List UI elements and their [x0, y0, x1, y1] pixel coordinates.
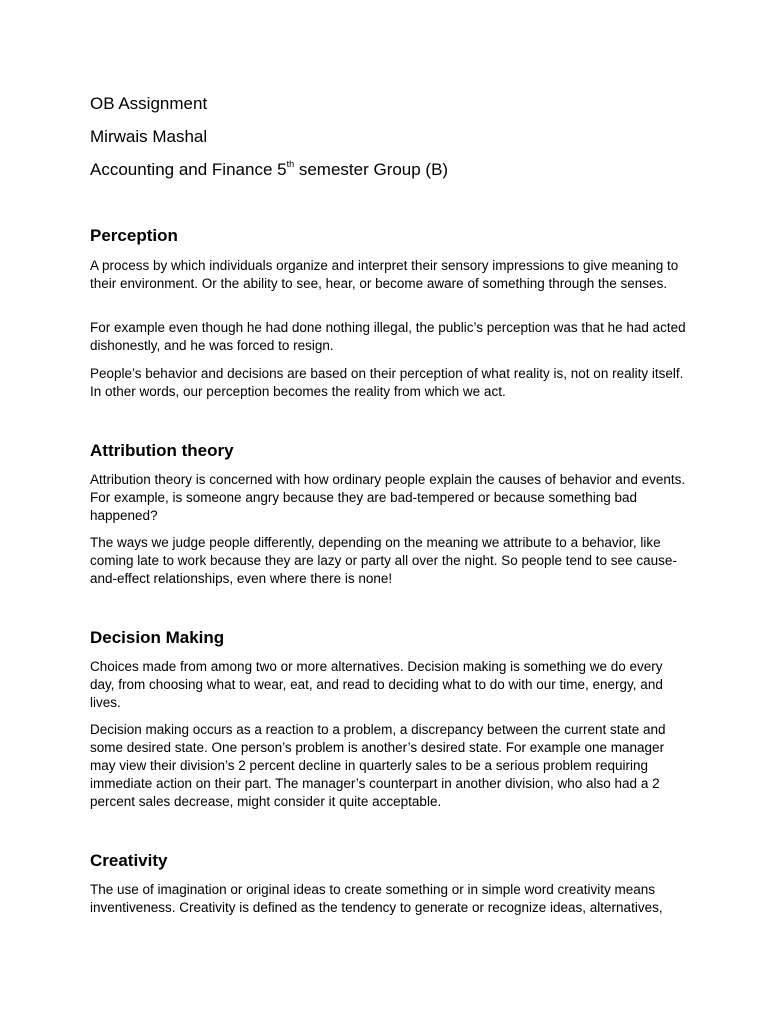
perception-paragraph-1: A process by which individuals organize and interpret their sensory impressions to give meaning to their environment. Or the ability to see, hear, or become aware of something through the senses. [90, 258, 679, 291]
course-superscript: th [286, 159, 295, 170]
decision-paragraph-2: Decision making occurs as a reaction to a problem, a discrepancy between the current state and some desired state. One person’s problem is another’s desired state. For example one manager may view their division’s 2 percent decline in quarterly sales to be a serious problem requiring immediate action on their part. The manager’s counterpart in another division, who also had a 2 percent sales decrease, might consider it quite acceptable. [90, 722, 666, 809]
attribution-paragraph-1: Attribution theory is concerned with how ordinary people explain the causes of behavior and events. For example, is someone angry because they are bad-tempered or because something bad happened? [90, 472, 686, 523]
author-name: Mirwais Mashal [90, 127, 208, 146]
perception-paragraph-3: People’s behavior and decisions are based on their perception of what reality is, not on reality itself. In other words, our perception becomes the reality from which we act. [90, 366, 684, 399]
course-line [90, 160, 448, 180]
course-prefix: Accounting and Finance 5 [90, 160, 287, 179]
attribution-paragraph-2: The ways we judge people differently, depending on the meaning we attribute to a behavior, like coming late to work because they are lazy or party all over the night. So people tend to see cause-and-effect relationships, even where there is none! [90, 535, 677, 586]
document-title: OB Assignment [90, 94, 208, 113]
section-heading-attribution-theory: Attribution theory [90, 441, 234, 460]
section-heading-creativity: Creativity [90, 851, 168, 870]
section-heading-perception: Perception [90, 226, 178, 245]
section-heading-decision-making: Decision Making [90, 628, 225, 647]
creativity-paragraph-1: The use of imagination or original ideas to create something or in simple word creativity means inventiveness. Creativity is defined as the tendency to generate or recognize ideas, alternatives, [90, 882, 663, 915]
decision-paragraph-1: Choices made from among two or more alternatives. Decision making is something we do every day, from choosing what to wear, eat, and read to deciding what to do with our time, energy, and lives. [90, 659, 663, 710]
course-suffix: semester Group (B) [294, 160, 449, 179]
perception-paragraph-2: For example even though he had done nothing illegal, the public’s perception was that he had acted dishonestly, and he was forced to resign. [90, 320, 686, 353]
